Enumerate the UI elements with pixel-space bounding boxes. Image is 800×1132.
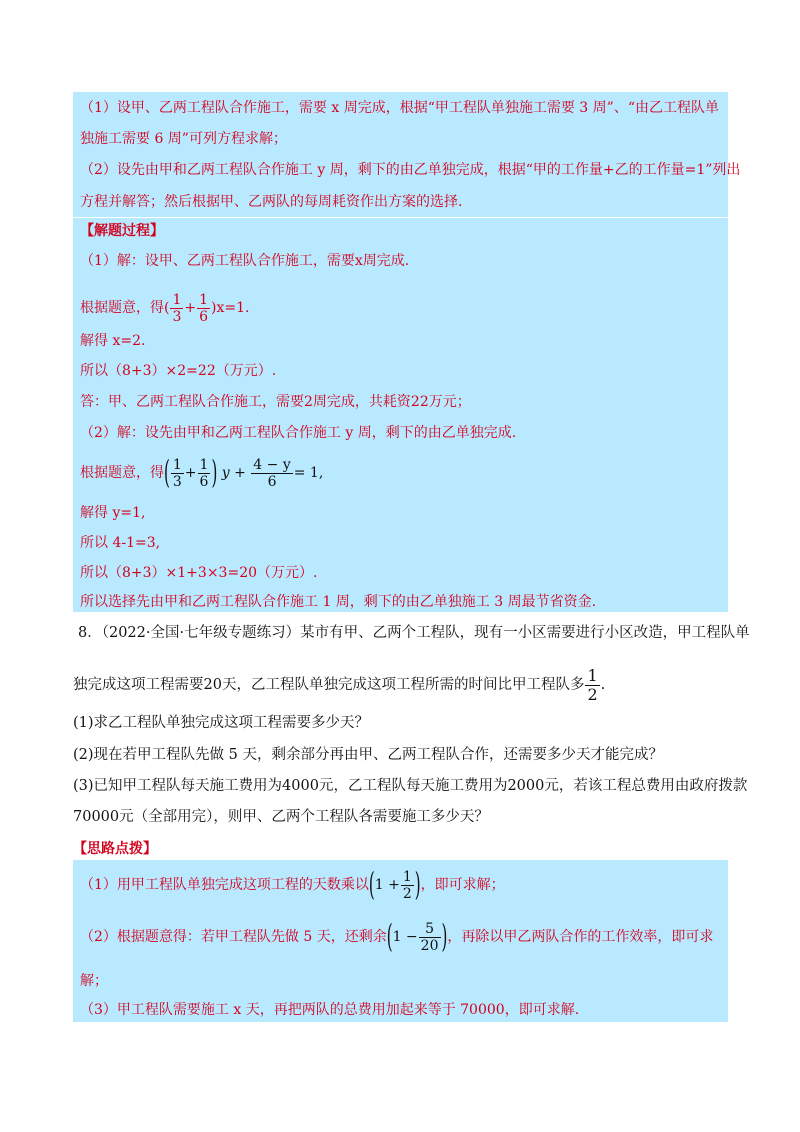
right-paren: ) [441, 917, 448, 955]
solution-line: 答：甲、乙两工程队合作施工，需要2周完成，共耗资22万元； [80, 394, 471, 410]
fraction [171, 458, 184, 489]
hint-2 [80, 914, 713, 960]
analysis-line: 方程并解答；然后根据甲、乙两队的每周耗资作出方案的选择. [80, 194, 463, 210]
fraction-numerator: 1 [172, 456, 182, 473]
plus-sign: + [184, 300, 197, 316]
solution-line: （2）解：设先由甲和乙两工程队合作施工 y 周，剩下的由乙单独完成. [80, 425, 517, 441]
fraction [585, 665, 599, 704]
solution-line: 解得 x=2. [80, 333, 146, 349]
fraction-numerator: 4 − y [253, 456, 291, 473]
fraction-numerator: 1 [199, 456, 209, 473]
fraction [419, 922, 441, 953]
fraction-numerator: 1 [199, 291, 209, 308]
solution-line: 所以（8+3）×2=22（万元）. [80, 363, 277, 379]
fraction [170, 293, 183, 324]
fraction-numerator: 1 [402, 868, 412, 885]
hint-text: ，即可求解； [420, 877, 505, 893]
solution-highlight-block [73, 218, 728, 612]
fraction-denominator: 6 [267, 473, 277, 490]
fraction [251, 458, 292, 489]
right-paren: ) [414, 865, 421, 903]
hint-text: ，再除以甲乙两队合作的工作效率，即可求 [447, 929, 714, 945]
fraction-denominator: 3 [172, 473, 182, 490]
question-1: (1)求乙工程队单独完成这项工程需要多少天？ [73, 715, 370, 731]
question-3-continued: 70000元（全部用完），则甲、乙两个工程队各需要施工多少天？ [73, 809, 489, 825]
question-3: (3)已知甲工程队每天施工费用为4000元，乙工程队每天施工费用为2000元，若该工程总费用由政府拨款 [73, 778, 748, 794]
problem-text-end: . [600, 677, 606, 693]
plus-sign: + [184, 465, 197, 481]
equation-prefix: 根据题意，得( [80, 300, 170, 316]
hint-3: （3）甲工程队需要施工 x 天，再把两队的总费用加起来等于 70000，即可求解. [80, 1002, 580, 1018]
solution-line: （1）解：设甲、乙两工程队合作施工，需要x周完成. [80, 253, 410, 269]
right-paren: ) [211, 453, 218, 491]
fraction [401, 870, 414, 901]
solution-line: 解得 y=1, [80, 505, 146, 521]
fraction-denominator: 6 [199, 473, 209, 490]
fraction-denominator: 20 [420, 937, 439, 954]
fraction-numerator: 1 [172, 291, 182, 308]
fraction-numerator: 5 [419, 922, 441, 938]
fraction-denominator: 3 [172, 308, 182, 325]
hint-2-continued: 解； [80, 973, 108, 989]
equation-prefix: 根据题意，得 [80, 465, 164, 481]
left-paren: ( [386, 917, 393, 955]
equation-suffix: = 1, [293, 465, 324, 481]
analysis-line: 独施工需要 6 周”可列方程求解； [80, 131, 287, 147]
expression-term: 1 + [374, 877, 400, 893]
equation-suffix: )x=1. [211, 300, 250, 316]
left-paren: ( [164, 453, 170, 491]
problem-text: 独完成这项工程需要20天，乙工程队单独完成这项工程所需的时间比甲工程队多 [73, 677, 585, 693]
analysis-line: （1）设甲、乙两工程队合作施工，需要 x 周完成，根据“甲工程队单独施工需要 3 周”、“由乙工程队单 [80, 100, 719, 116]
fraction [198, 458, 211, 489]
problem-line [73, 664, 605, 706]
solution-equation-2 [80, 453, 323, 493]
expression-term: 1 − [392, 929, 418, 945]
hint-text: （2）根据题意得：若甲工程队先做 5 天，还剩余 [80, 929, 387, 945]
question-2: (2)现在若甲工程队先做 5 天，剩余部分再由甲、乙两工程队合作，还需要多少天才能完成？ [73, 747, 663, 763]
problem-line: 8．（2022·全国·七年级专题练习）某市有甲、乙两个工程队，现有一小区需要进行小区改造，甲工程队单 [78, 625, 750, 641]
hints-header: 【思路点拨】 [73, 841, 157, 857]
variable-term: y + [221, 465, 246, 481]
fraction-denominator: 2 [402, 885, 412, 902]
solution-header: 【解题过程】 [80, 223, 164, 239]
solution-line: 所以选择先由甲和乙两工程队合作施工 1 周，剩下的由乙单独施工 3 周最节省资金. [80, 594, 597, 610]
left-paren: ( [368, 865, 375, 903]
hint-1 [80, 862, 505, 908]
fraction-denominator: 6 [199, 308, 209, 325]
fraction [197, 293, 210, 324]
hint-text: （1）用甲工程队单独完成这项工程的天数乘以 [80, 877, 369, 893]
analysis-line: （2）设先由甲和乙两工程队合作施工 y 周，剩下的由乙单独完成，根据“甲的工作量+乙的工作量=1”列出 [80, 162, 741, 178]
solution-equation-1 [80, 288, 250, 328]
fraction-numerator: 1 [587, 665, 598, 685]
solution-line: 所以（8+3）×1+3×3=20（万元）. [80, 565, 318, 581]
solution-line: 所以 4-1=3, [80, 535, 161, 551]
fraction-denominator: 2 [587, 684, 598, 704]
